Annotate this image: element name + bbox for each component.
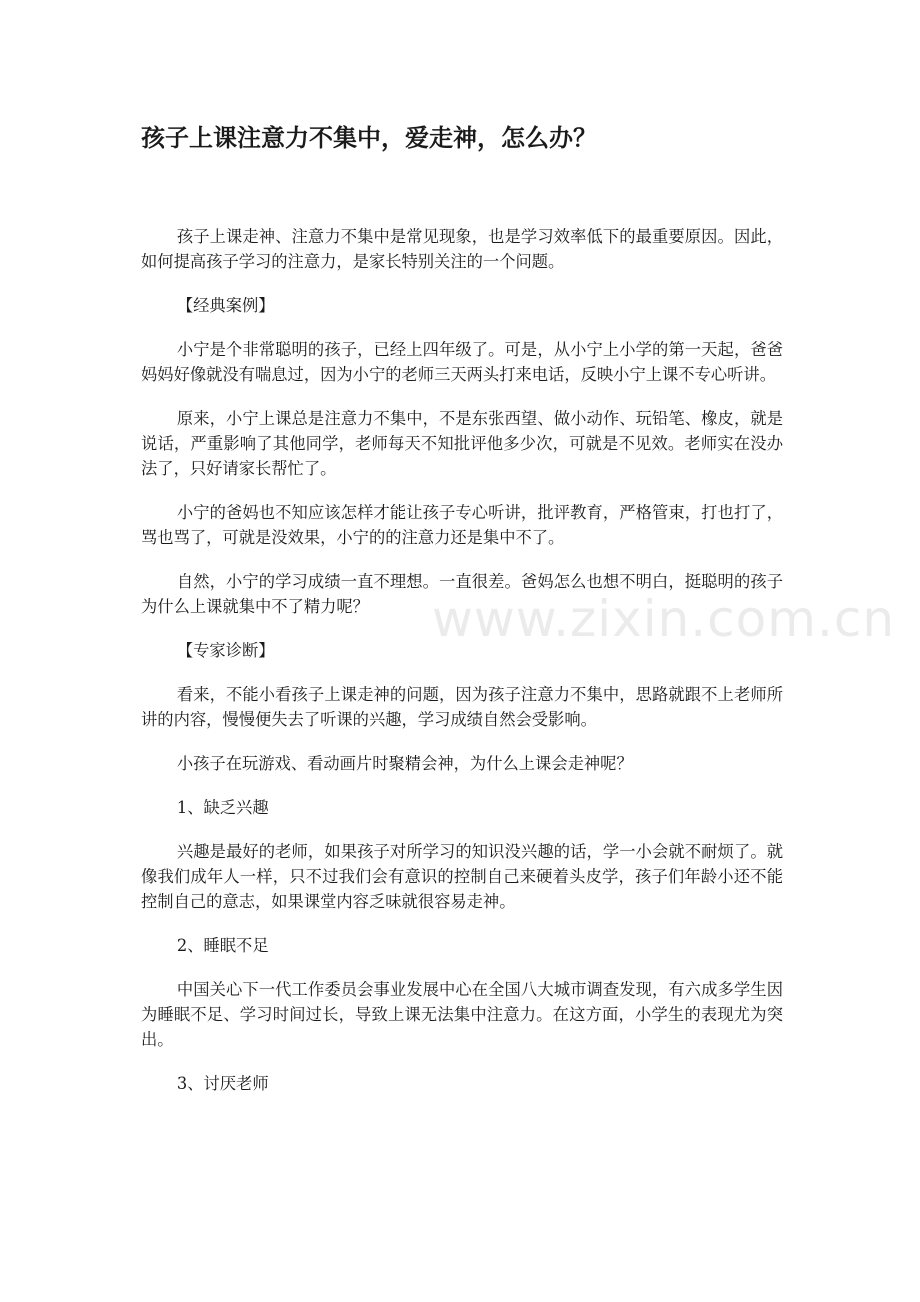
reason-heading-3: 3、讨厌老师 (176, 1074, 269, 1093)
reason-heading-2: 2、睡眠不足 (176, 936, 269, 955)
section-heading-classic-case: 【经典案例】 (176, 296, 275, 315)
reason-heading-1: 1、缺乏兴趣 (176, 798, 269, 817)
case-paragraph-3: 小宁的爸妈也不知应该怎样才能让孩子专心听讲，批评教育，严格管束，打也打了，骂也骂了，可就是没效果，小宁的的注意力还是集中不了。 (141, 503, 783, 547)
diagnosis-paragraph-2: 小孩子在玩游戏、看动画片时聚精会神，为什么上课会走神呢？ (176, 754, 633, 773)
diagnosis-paragraph-1: 看来，不能小看孩子上课走神的问题，因为孩子注意力不集中，思路就跟不上老师所讲的内容，慢慢便失去了听课的兴趣，学习成绩自然会受影响。 (141, 685, 783, 729)
case-paragraph-2: 原来，小宁上课总是注意力不集中，不是东张西望、做小动作、玩铅笔、橡皮，就是说话，严重影响了其他同学，老师每天不知批评他多少次，可就是不见效。老师实在没办法了，只好请家长帮忙了。 (141, 409, 783, 478)
reason-paragraph-2: 中国关心下一代工作委员会事业发展中心在全国八大城市调查发现，有六成多学生因为睡眠不足、学习时间过长，导致上课无法集中注意力。在这方面，小学生的表现尤为突出。 (141, 980, 783, 1049)
site-watermark: www.zixin.com.cn (432, 590, 896, 648)
intro-paragraph: 孩子上课走神、注意力不集中是常见现象，也是学习效率低下的最重要原因。因此，如何提高孩子学习的注意力，是家长特别关注的一个问题。 (141, 227, 783, 271)
reason-paragraph-1: 兴趣是最好的老师，如果孩子对所学习的知识没兴趣的话，学一小会就不耐烦了。就像我们成年人一样，只不过我们会有意识的控制自己来硬着头皮学，孩子们年龄小还不能控制自己的意志，如果课堂内容乏味就很容易走神。 (141, 842, 783, 911)
case-paragraph-1: 小宁是个非常聪明的孩子，已经上四年级了。可是，从小宁上小学的第一天起，爸爸妈妈好像就没有喘息过，因为小宁的老师三天两头打来电话，反映小宁上课不专心听讲。 (141, 340, 783, 384)
section-heading-expert-diagnosis: 【专家诊断】 (176, 641, 275, 660)
case-paragraph-4: 自然，小宁的学习成绩一直不理想。一直很差。爸妈怎么也想不明白，挺聪明的孩子为什么上课就集中不了精力呢？ (141, 572, 783, 616)
article-title: 孩子上课注意力不集中，爱走神，怎么办？ (141, 124, 597, 152)
article-body (141, 224, 783, 1115)
